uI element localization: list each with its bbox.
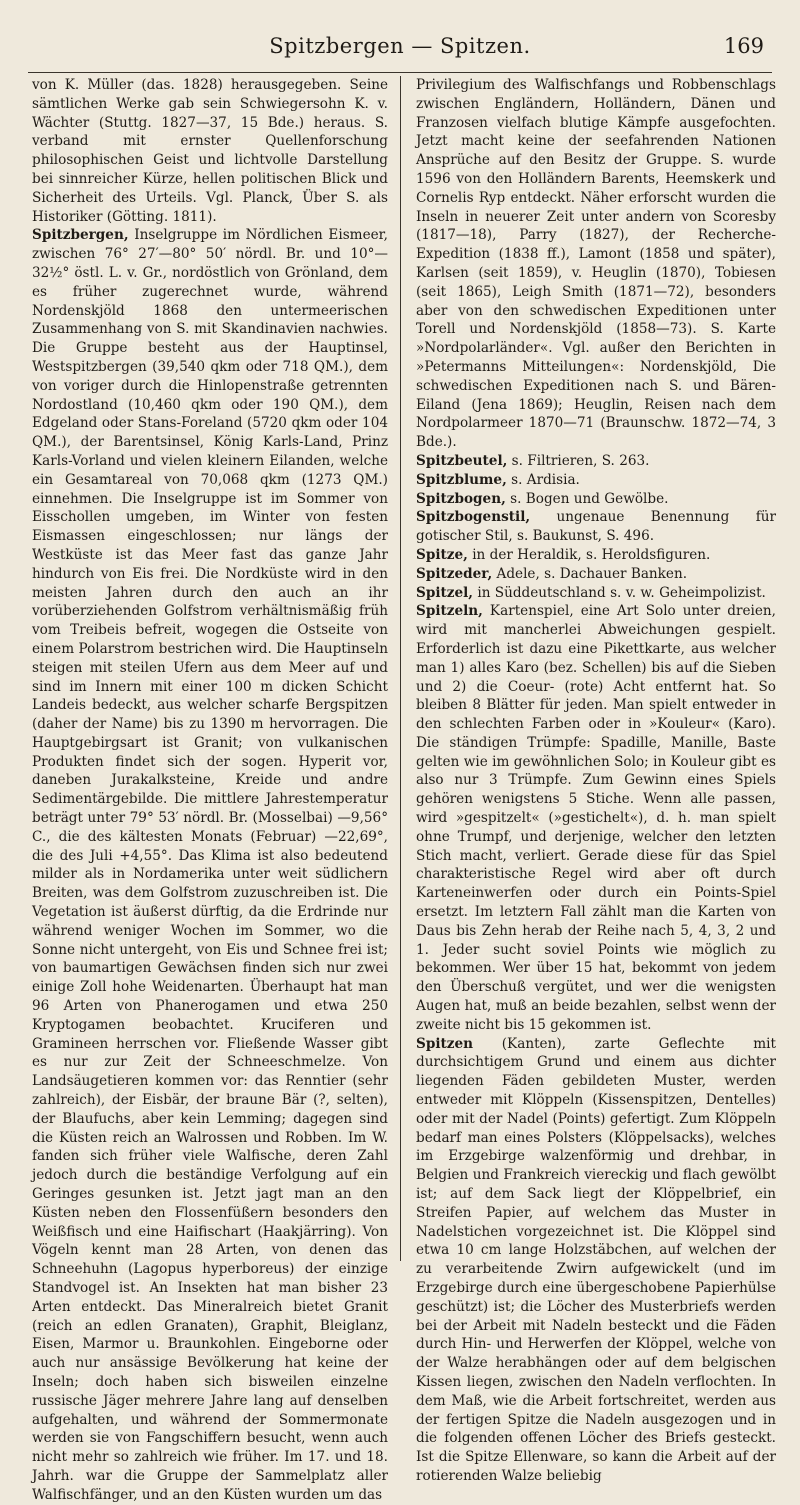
entry-text: Adele, s. Dachauer Banken. [492,565,688,582]
lexicon-entry [416,546,776,565]
entry-text: Privilegium des Walfischfangs und Robbenschlags zwischen Engländern, Holländern, Dänen und Franzosen vielfach blutige Kämpfe ausgefochten. Jetzt macht keine der seefahrenden Nationen Ansprüche auf den Besitz der Gruppe. S. wurde 1596 von den Holländern Barents, Heemskerk und Cornelis Ryp entdeckt. Näher erforscht wurden die Inseln in neuerer Zeit unter andern von Scoresby (1817—18), Parry (1827), der Recherche-Expedition (1838 ff.), Lamont (1858 und später), Karlsen (seit 1859), v. Heuglin (1870), Tobiesen (seit 1865), Leigh Smith (1871—72), besonders aber von den schwedischen Expeditionen unter Torell und Nordenskjöld (1858—73). S. Karte »Nordpolarländer«. Vgl. außer den Berichten in »Petermanns Mitteilungen«: Nordenskjöld, Die schwedischen Expeditionen nach S. und Bären-Eiland (Jena 1869); Heuglin, Reisen nach dem Nordpolarmeer 1870—71 (Braunschw. 1872—74, 3 Bde.). [416,77,776,451]
entry-headword: Spitzbeutel, [416,452,508,469]
lexicon-entry [416,1035,776,1486]
entry-text: in Süddeutschland s. v. w. Geheimpolizist. [473,584,766,601]
entry-text: von K. Müller (das. 1828) herausgegeben. Seine sämtlichen Werke gab sein Schwiegersohn K. v. Wächter (Stuttg. 1827—37, 15 Bde.) heraus. S. verband mit ernster Quellenforschung philosophischen Geist und lichtvolle Darstellung bei sinnreicher Kürze, hellen politischen Blick und Sicherheit des Urteils. Vgl. Planck, Über S. als Historiker (Götting. 1811). [32,77,388,225]
entry-text: s. Filtrieren, S. 263. [507,452,650,469]
header-rule [28,72,772,73]
entry-text: (Kanten), zarte Geflechte mit durchsichtigem Grund und einem aus dichter liegenden Fäden gebildeten Muster, werden entweder mit Klöppeln (Kissenspitzen, Dentelles) oder mit der Nadel (Points) gefertigt. Zum Klöppeln bedarf man eines Polsters (Klöppelsacks), welches im Erzgebirge walzenförmig und drehbar, in Belgien und Frankreich viereckig und flach gewölbt ist; auf dem Sack liegt der Klöppelbrief, ein Streifen Papier, auf welchem das Muster in Nadelstichen vorgezeichnet ist. Die Klöppel sind etwa 10 cm lange Holzstäbchen, auf welchen der zu verarbeitende Zwirn aufgewickelt (und im Erzgebirge durch eine übergeschobene Papierhülse geschützt) ist; die Löcher des Musterbriefs werden bei der Arbeit mit Nadeln besteckt und die Fäden durch Hin- und Herwerfen der Klöppel, welche von der Walze herabhängen oder auf dem belgischen Kissen liegen, zwischen den Nadeln verflochten. In dem Maß, wie die Arbeit fortschreitet, werden aus der fertigen Spitze die Nadeln ausgezogen und in die folgenden offenen Löcher des Briefs gesteckt. Ist die Spitze Ellenware, so kann die Arbeit auf der rotierenden Walze beliebig [416,1035,776,1484]
entry-headword: Spitzbergen, [32,227,129,244]
lexicon-entry [32,76,388,226]
entry-headword: Spitzbogen, [416,490,506,507]
entry-text: s. Ardisia. [506,471,580,488]
entry-headword: Spitzbogenstil, [416,509,531,526]
entry-headword: Spitzeder, [416,565,493,582]
lexicon-entry [32,226,388,1504]
lexicon-entry [416,76,776,452]
entry-text: ungenaue Benennung für gotischer Stil, s. Baukunst, S. 496. [416,509,776,545]
lexicon-entry [416,602,776,1034]
lexicon-entry [416,508,776,546]
entry-headword: Spitzeln, [416,603,483,620]
entry-headword: Spitze, [416,546,468,563]
entry-text: Inselgruppe im Nördlichen Eismeer, zwischen 76° 27′—80° 50′ nördl. Br. und 10°—32½° östl. L. v. Gr., nordöstlich von Grönland, dem es früher zugerechnet wurde, während Nordenskjöld 1868 den untermeerischen Zusammenhang von S. mit Skandinavien nachwies. Die Gruppe besteht aus der Hauptinsel, Westspitzbergen (39,540 qkm oder 718 QM.), dem von voriger durch die Hinlopenstraße getrennten Nordostland (10,460 qkm oder 190 QM.), dem Edgeland oder Stans-Foreland (5720 qkm oder 104 QM.), der Barentsinsel, König Karls-Land, Prinz Karls-Vorland und vielen kleinern Eilanden, welche ein Gesamtareal von 70,068 qkm (1273 QM.) einnehmen. Die Inselgruppe ist im Sommer von Eisschollen umgeben, im Winter von festen Eismassen eingeschlossen; nur längs der Westküste ist das Meer fast das ganze Jahr hindurch von Eis frei. Die Nordküste wird in den meisten Jahren durch den auch an ihr vorüberziehenden Golfstrom verhältnismäßig früh vom Treibeis befreit, wogegen die Ostseite von einem Polarstrom bestrichen wird. Die Hauptinseln steigen mit steilen Ufern aus dem Meer auf und sind im Innern mit einer 100 m dicken Schicht Landeis bedeckt, aus welcher scharfe Bergspitzen (daher der Name) bis zu 1390 m hervorragen. Die Hauptgebirgsart ist Granit; von vulkanischen Produkten findet sich der sogen. Hyperit vor, daneben Jurakalksteine, Kreide und andre Sedimentärgebilde. Die mittlere Jahrestemperatur beträgt unter 79° 53′ nördl. Br. (Mosselbai) —9,56° C., die des kältesten Monats (Februar) —22,69°, die des Juli +4,55°. Das Klima ist also bedeutend milder als in Nordamerika unter weit südlichern Breiten, was dem Golfstrom zuzuschreiben ist. Die Vegetation ist äußerst dürftig, da die Erdrinde nur während weniger Wochen im Sommer, wo die Sonne nicht untergeht, von Eis und Schnee frei ist; von baumartigen Gewächsen finden sich nur zwei einige Zoll hohe Weidenarten. Überhaupt hat man 96 Arten von Phanerogamen und etwa 250 Kryptogamen beobachtet. Kruciferen und Gramineen herrschen vor. Fließende Wasser gibt es nur zur Zeit der Schneeschmelze. Von Landsäugetieren kommen vor: das Renntier (sehr zahlreich), der Eisbär, der braune Bär (?, selten), der Blaufuchs, aber kein Lemming; dagegen sind die Küsten reich an Walrossen und Robben. Im W. fanden sich früher viele Walfische, deren Zahl jedoch durch die beständige Verfolgung auf ein Geringes gesunken ist. Jetzt jagt man an den Küsten neben den Flossenfüßern besonders den Weißfisch und eine Haifischart (Haakjärring). Von Vögeln kennt man 28 Arten, von denen das Schneehuhn (Lagopus hyperboreus) der einzige Standvogel ist. An Insekten hat man bisher 23 Arten entdeckt. Das Mineralreich bietet Granit (reich an edlen Granaten), Graphit, Bleiglanz, Eisen, Marmor u. Braunkohlen. Eingeborne oder auch nur ansässige Bevölkerung hat keine der Inseln; doch haben sich bisweilen einzelne russische Jäger mehrere Jahre lang auf denselben aufgehalten, und während der Sommermonate werden sie von Fangschiffern besucht, wenn auch nicht mehr so zahlreich wie früher. Im 17. und 18. Jahrh. war die Gruppe der Sammelplatz aller Walfischfänger, und an den Küsten wurden um das [32,227,388,1503]
lexicon-entry [416,565,776,584]
entry-headword: Spitzen [416,1035,474,1052]
entry-headword: Spitzblume, [416,471,507,488]
lexicon-entry [416,452,776,471]
lexicon-entry [416,584,776,603]
page-number: 169 [723,34,764,58]
entry-headword: Spitzel, [416,584,474,601]
running-title: Spitzbergen — Spitzen. [269,34,531,58]
lexicon-entry [416,490,776,509]
left-column [32,76,388,1503]
entry-text: s. Bogen und Gewölbe. [505,490,669,507]
right-column [416,76,776,1484]
entry-text: in der Heraldik, s. Heroldsfiguren. [467,546,711,563]
lexicon-entry [416,471,776,490]
column-divider [400,76,401,1261]
page-header [20,34,780,64]
entry-text: Kartenspiel, eine Art Solo unter dreien, wird mit mancherlei Abweichungen gespielt. Erforderlich ist dazu eine Pikettkarte, aus welcher man 1) alles Karo (bez. Schellen) bis auf die Sieben und 2) die Coeur- (rote) Acht entfernt hat. So bleiben 8 Blätter für jeden. Man spielt entweder in den schlechten Farben oder in »Kouleur« (Karo). Die ständigen Trümpfe: Spadille, Manille, Baste gelten wie im gewöhnlichen Solo; in Kouleur gibt es also nur 3 Trümpfe. Zum Gewinn eines Spiels gehören wenigstens 5 Stiche. Wenn alle passen, wird »gespitzelt« (»gestichelt«), d. h. man spielt ohne Trumpf, und derjenige, welcher den letzten Stich macht, verliert. Gerade diese für das Spiel charakteristische Regel wird aber oft durch Karteneinwerfen oder durch ein Points-Spiel ersetzt. Im letztern Fall zählt man die Karten von Daus bis Zehn herab der Reihe nach 5, 4, 3, 2 und 1. Jeder sucht soviel Points wie möglich zu bekommen. Wer über 15 hat, bekommt von jedem den Überschuß vergütet, und wer die wenigsten Augen hat, muß an beide bezahlen, selbst wenn der zweite nicht bis 15 gekommen ist. [416,603,776,1033]
